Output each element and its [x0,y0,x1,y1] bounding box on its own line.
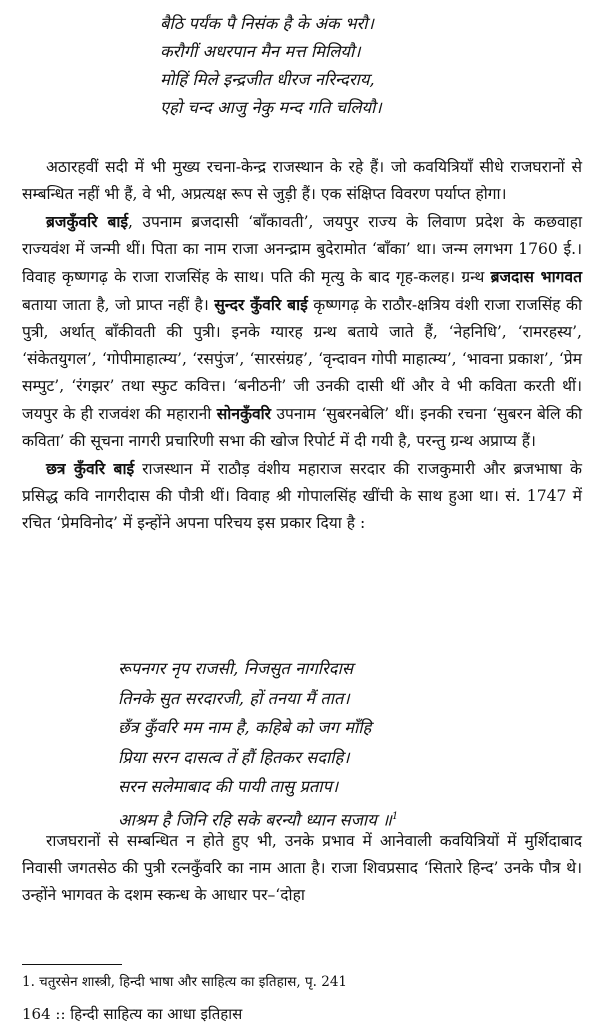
prose-block-2 [22,828,582,909]
verse-line: प्रिया सरन दासत्व तें हौं हितकर सदाहि। [118,747,350,767]
verse-line: बैठि पर्यंक पै निसंक है के अंक भरौ। [160,14,374,33]
poet-name: सुन्दर कुँवरि बाई [214,295,308,314]
prose-block-1 [22,154,582,537]
poet-name: सोनकुँवरि [216,404,272,423]
paragraph-text: कृष्णगढ़ के राठौर-क्षत्रिय वंशी राजा राजसिंह की पुत्री, अर्थात् बाँकीवती की पुत्री। इनके ग्यारह ग्रन्थ बताये जाते हैं, ‘नेहनिधि’, ‘रामरहस्य’, ‘संकेतयुगल’, ‘गोपीमाहात्म्य’, ‘रसपुंज’, ‘सारसंग्रह’, ‘वृन्दावन गोपी माहात्म्य’, ‘भावना प्रकाश’, ‘प्रेम सम्पुट’, ‘रंगझर’ तथा स्फुट कवित्त। ‘बनीठनी’ जी उनकी दासी थीं और वे भी कविता करती थीं। जयपुर के ही राजवंश की महारानी [22,296,582,423]
verse-line: रूपनगर नृप राजसी, निजसुत नागरिदास [118,659,353,678]
book-title: ब्रजदास भागवत [490,267,582,286]
paragraph-text: उपनाम ‘सुबरनबेलि’ थीं। इनकी रचना ‘सुबरन बेलि की कविता’ की सूचना नागरी प्रचारिणी सभा की खोज रिपोर्ट में दी गयी है, परन्तु ग्रन्थ अप्राप्य हैं। [22,405,582,450]
paragraph-text: राजस्थान में राठौड़ वंशीय महाराज सरदार की राजकुमारी और ब्रजभाषा के प्रसिद्ध कवि नागरीदास की पौत्री थीं। विवाह श्री गोपालसिंह खींची के साथ हुआ था। सं. 1747 में रचित ‘प्रेमविनोद’ में इन्होंने अपना परिचय इस प्रकार दिया है : [22,460,582,532]
verse-text: आश्रम है जिनि रहि सके बरन्यौ ध्यान सजाय ॥ [118,810,392,829]
paragraph-intro: अठारहवीं सदी में भी मुख्य रचना-केन्द्र राजस्थान के रहे हैं। जो कवयित्रियाँ सीधे राजघरानों से सम्बन्धित नहीं भी हैं, वे भी, अप्रत्यक्ष रूप से जुड़ी हैं। एक संक्षिप्त विवरण पर्याप्त होगा। [22,158,582,203]
verse-line: करौगीं अधरपान मैन मत्त मिलियौ। [160,42,361,61]
verse-line: तिनके सुत सरदारजी, हों तनया मैं तात। [118,688,350,708]
verse-line: एहो चन्द आजु नेकु मन्द गति चलियौ। [160,98,382,117]
footnote-divider [22,964,122,965]
footnote-marker: 1 [391,810,399,822]
footnote: 1. चतुरसेन शास्त्री, हिन्दी भाषा और साहित्य का इतिहास, पृ. 241 [22,974,348,990]
paragraph-chhatrakunwari [22,455,582,537]
page-footer: 164 :: हिन्दी साहित्य का आधा इतिहास [22,1005,243,1023]
opening-verse [160,10,382,122]
paragraph-text: बताया जाता है, जो प्राप्त नहीं है। [22,296,215,314]
quoted-verse [118,654,398,835]
paragraph-ratnakunwari: राजघरानों से सम्बन्धित न होते हुए भी, उनके प्रभाव में आनेवाली कवयित्रियों में मुर्शिदाबाद निवासी जगतसेठ की पुत्री रत्नकुँवरि का नाम आता है। राजा शिवप्रसाद ‘सितारे हिन्द’ उनके पौत्र थे। उन्होंने भागवत के दशम स्कन्ध के आधार पर–‘दोहा [22,832,582,904]
verse-line: सरन सलेमाबाद की पायी तासु प्रताप। [118,777,339,796]
poet-name: ब्रजकुँवरि बाई [46,212,129,231]
verse-line: मोहिं मिले इन्द्रजीत धीरज नरिन्दराय, [160,70,375,89]
poet-name: छत्र कुँवरि बाई [46,459,135,478]
paragraph-text: , उपनाम ब्रजदासी ‘बाँकावती’, जयपुर राज्य के लिवाण प्रदेश के कछवाहा राज्यवंश में जन्मी थीं। पिता का नाम राजा अनन्द्राम बुदेरामोत ‘बाँका’ था। जन्म लगभग 1760 ई.। विवाह कृष्णगढ़ के राजा राजसिंह के साथ। पति की मृत्यु के बाद गृह-कलह। ग्रन्थ [22,213,582,286]
paragraph-brajkunwari [22,208,582,455]
verse-line: छँत्र कुँवरि मम नाम है, कहिबे को जग माँहि [118,718,372,737]
